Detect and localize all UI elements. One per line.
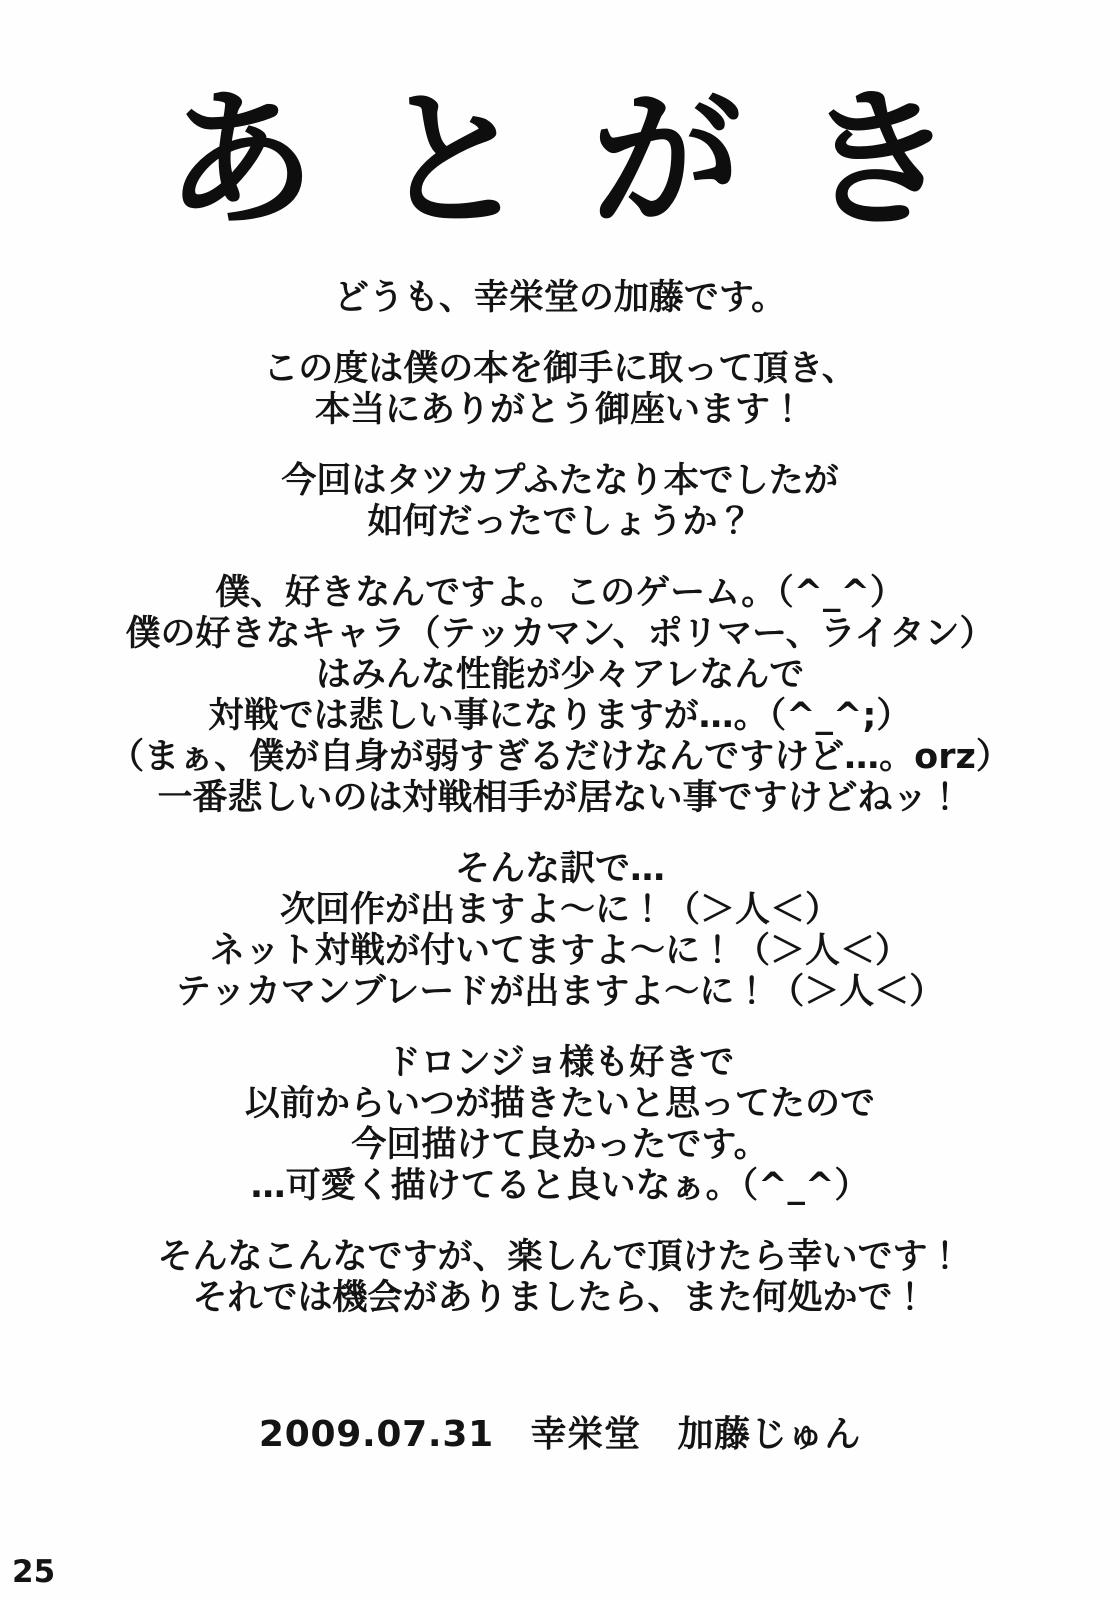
text-line: テッカマンブレードが出ますよ～に！（＞人＜）	[175, 972, 945, 1012]
page-number: 25	[12, 1554, 56, 1590]
text-line: 次回作が出ますよ～に！（＞人＜）	[279, 890, 840, 930]
text-line: ドロンジョ様も好きで	[385, 1043, 735, 1083]
text-line: それでは機会がありましたら、また何処かで！	[192, 1278, 928, 1318]
text-line: 一番悲しいのは対戦相手が居ない事ですけどねッ！	[157, 778, 963, 818]
text-line: 本当にありがとう御座います！	[314, 390, 805, 430]
afterword-body	[0, 278, 1120, 1455]
text-line: そんな訳で…	[454, 849, 665, 889]
paragraph-greeting	[0, 278, 1120, 319]
paragraph-wishes	[0, 849, 1120, 1013]
text-line: 対戦では悲しい事になりますが…。（^_^;）	[208, 696, 912, 736]
text-line: 僕、好きなんですよ。このゲーム。（^_^）	[215, 573, 905, 613]
text-line: どうも、幸栄堂の加藤です。	[333, 278, 787, 318]
text-line: 以前からいつが描きたいと思ってたので	[244, 1084, 875, 1124]
paragraph-theme	[0, 461, 1120, 543]
text-line: 今回描けて良かったです。	[351, 1125, 769, 1165]
text-line: （まぁ、僕が自身が弱すぎるだけなんですけど…。orz）	[109, 737, 1011, 777]
text-line: 今回はタツカプふたなり本でしたが	[281, 461, 839, 501]
text-line: 如何だったでしょうか？	[367, 502, 753, 542]
paragraph-closing	[0, 1237, 1120, 1319]
paragraph-game-talk	[0, 573, 1120, 819]
text-line: …可愛く描けてると良いなぁ。（^_^）	[250, 1166, 870, 1206]
page-title: あとがき	[165, 74, 1018, 248]
text-line: はみんな性能が少々アレなんで	[315, 655, 805, 695]
text-line: この度は僕の本を御手に取って頂き、	[263, 349, 857, 389]
text-line: ネット対戦が付いてますよ～に！（＞人＜）	[209, 931, 910, 971]
paragraph-doronjo	[0, 1043, 1120, 1207]
paragraph-thanks	[0, 349, 1120, 431]
date-credit-line: 2009.07.31 幸栄堂 加藤じゅん	[258, 1414, 862, 1455]
text-line: 僕の好きなキャラ（テッカマン、ポリマー、ライタン）	[125, 614, 995, 654]
text-line: そんなこんなですが、楽しんで頂けたら幸いです！	[157, 1237, 963, 1277]
